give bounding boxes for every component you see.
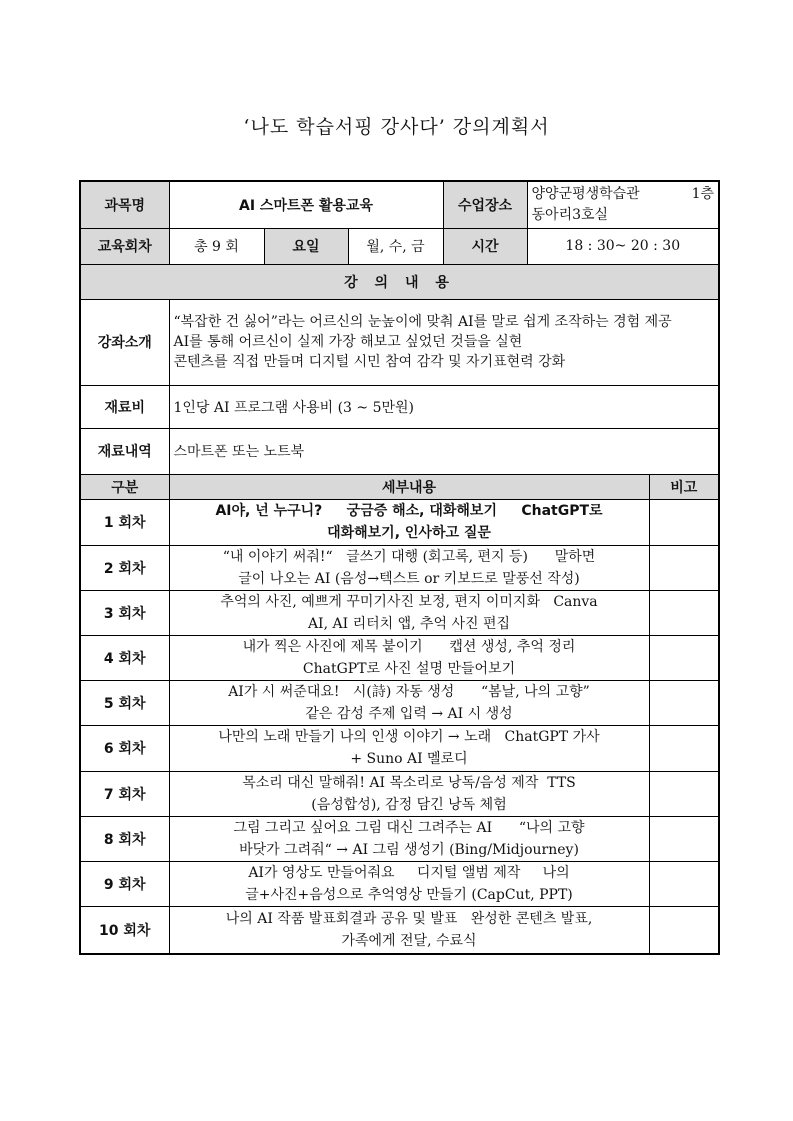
material-list-label: 재료내역 — [80, 428, 169, 474]
session-detail-line: 내가 찍은 사진에 제목 붙이기 캡션 생성, 추억 정리 — [242, 638, 576, 655]
course-label: 과목명 — [80, 181, 169, 228]
session-row — [80, 906, 719, 954]
session-note — [649, 545, 719, 590]
material-fee-label: 재료비 — [80, 385, 169, 428]
session-detail-line: AI, AI 리터치 앱, 추억 사진 편집 — [307, 615, 511, 632]
session-row — [80, 499, 719, 545]
session-label: 10 회차 — [80, 906, 169, 954]
session-detail-line: AI가 영상도 만들어줘요 디지털 앨범 제작 나의 — [248, 864, 570, 881]
session-label: 5 회차 — [80, 680, 169, 725]
session-details — [169, 635, 649, 680]
session-row — [80, 590, 719, 635]
session-note — [649, 635, 719, 680]
intro-line: 콘텐츠를 직접 만들며 디지털 시민 참여 감각 및 자기표현력 강화 — [173, 354, 566, 370]
material-list-value: 스마트폰 또는 노트북 — [169, 428, 719, 474]
session-detail-line: 나의 AI 작품 발표회결과 공유 및 발표 완성한 콘텐츠 발표, — [225, 910, 593, 927]
session-note — [649, 680, 719, 725]
session-label: 4 회차 — [80, 635, 169, 680]
session-details — [169, 499, 649, 545]
venue-line2: 동아리3호실 — [531, 206, 609, 223]
document-title: ‘나도 학습서핑 강사다’ 강의계획서 — [243, 116, 550, 138]
session-detail-line: 그림 그리고 싶어요 그림 대신 그려주는 AI “나의 고향 — [233, 819, 585, 836]
course-value: AI 스마트폰 활용교육 — [169, 181, 443, 228]
session-detail-line: (음성합성), 감정 담긴 낭독 체험 — [311, 796, 507, 813]
intro-line: “복잡한 건 싫어”라는 어르신의 눈높이에 맞춰 AI를 말로 쉽게 조작하는 경험 제공 — [173, 314, 672, 330]
session-detail-line: 가족에게 전달, 수료식 — [341, 932, 477, 949]
venue-line1-a: 양양군평생학습관 — [531, 185, 640, 202]
material-fee-value: 1인당 AI 프로그램 사용비 (3 ~ 5만원) — [169, 385, 719, 428]
session-details — [169, 816, 649, 861]
session-detail-line: 나만의 노래 만들기 나의 인생 이야기 → 노래 ChatGPT 가사 — [218, 729, 600, 745]
session-details — [169, 771, 649, 816]
schedule-header-note: 비고 — [649, 474, 719, 499]
session-row — [80, 725, 719, 771]
sessions-value: 총 9 회 — [169, 228, 264, 264]
session-row — [80, 861, 719, 906]
venue-label: 수업장소 — [443, 181, 527, 228]
session-detail-line: AI가 시 써준대요! 시(詩) 자동 생성 “봄날, 나의 고향” — [228, 683, 590, 700]
time-value: 18 : 30~ 20 : 30 — [527, 228, 719, 264]
session-note — [649, 725, 719, 771]
session-details — [169, 590, 649, 635]
session-note — [649, 906, 719, 954]
intro-content — [169, 299, 719, 385]
venue-line1-b: 1층 — [691, 185, 715, 202]
schedule-header-division: 구분 — [80, 474, 169, 499]
session-label: 9 회차 — [80, 861, 169, 906]
section-title: 강 의 내 용 — [80, 264, 719, 299]
session-detail-line: 목소리 대신 말해줘! AI 목소리로 낭독/음성 제작 TTS — [242, 774, 576, 791]
session-detail-line: 글+사진+음성으로 추억영상 만들기 (CapCut, PPT) — [245, 886, 573, 903]
session-label: 7 회차 — [80, 771, 169, 816]
intro-line: AI를 통해 어르신이 실제 가장 해보고 싶었던 것들을 실현 — [173, 334, 523, 350]
session-details — [169, 680, 649, 725]
session-detail-line: 같은 감성 주제 입력 → AI 시 생성 — [305, 705, 513, 722]
session-detail-line: ChatGPT로 사진 설명 만들어보기 — [302, 660, 516, 677]
session-label: 8 회차 — [80, 816, 169, 861]
session-details — [169, 545, 649, 590]
session-label: 3 회차 — [80, 590, 169, 635]
session-detail-line: AI야, 넌 누구니? 궁금증 해소, 대화해보기 ChatGPT로 — [215, 503, 603, 519]
schedule-header-details: 세부내용 — [169, 474, 649, 499]
session-row — [80, 545, 719, 590]
day-label: 요일 — [264, 228, 348, 264]
session-detail-line: 대화해보기, 인사하고 질문 — [327, 525, 491, 541]
session-detail-line: “내 이야기 써줘!“ 글쓰기 대행 (회고록, 편지 등) 말하면 — [222, 548, 596, 565]
session-detail-line: 바닷가 그려줘“ → AI 그림 생성기 (Bing/Midjourney) — [239, 841, 579, 858]
intro-label: 강좌소개 — [80, 299, 169, 385]
session-detail-line: 추억의 사진, 예쁘게 꾸미기사진 보정, 편지 이미지화 Canva — [220, 593, 598, 610]
day-value: 월, 수, 금 — [348, 228, 443, 264]
time-label: 시간 — [443, 228, 527, 264]
session-note — [649, 771, 719, 816]
session-details — [169, 906, 649, 954]
session-row — [80, 816, 719, 861]
session-row — [80, 635, 719, 680]
session-note — [649, 861, 719, 906]
session-detail-line: 글이 나오는 AI (음성→텍스트 or 키보드로 말풍선 작성) — [238, 570, 580, 587]
session-note — [649, 816, 719, 861]
session-note — [649, 499, 719, 545]
session-row — [80, 771, 719, 816]
lecture-plan-table — [79, 180, 720, 955]
session-detail-line: + Suno AI 멜로디 — [350, 751, 468, 767]
session-label: 1 회차 — [80, 499, 169, 545]
session-details — [169, 861, 649, 906]
session-label: 2 회차 — [80, 545, 169, 590]
session-row — [80, 680, 719, 725]
session-label: 6 회차 — [80, 725, 169, 771]
sessions-label: 교육회차 — [80, 228, 169, 264]
session-details — [169, 725, 649, 771]
session-note — [649, 590, 719, 635]
venue-value — [527, 181, 719, 228]
